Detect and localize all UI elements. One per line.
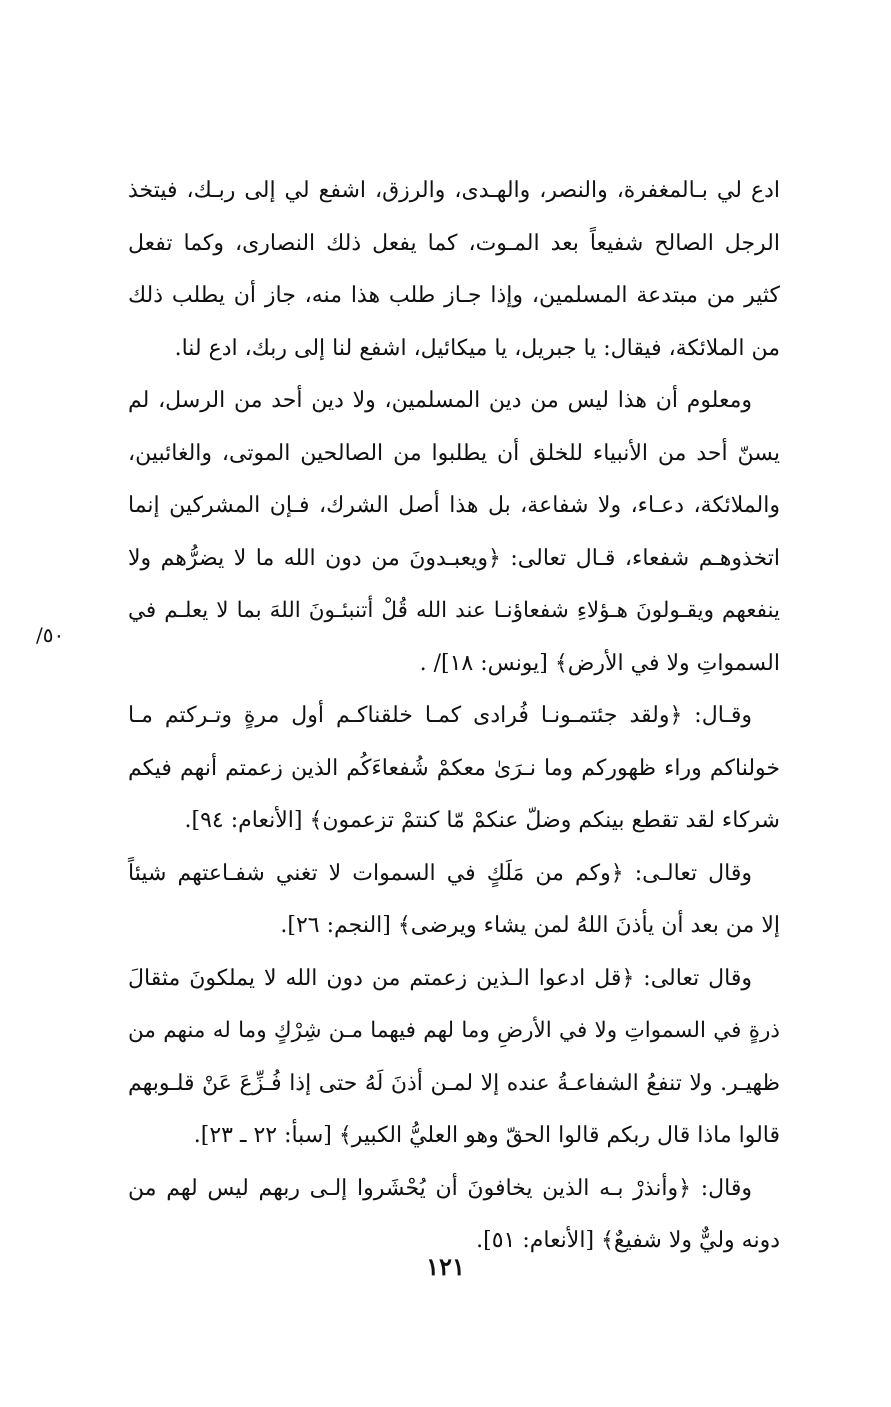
text-line: السمواتِ ولا في الأرض﴾ [يونس: ١٨]/ . xyxy=(419,650,780,676)
text-line: اتخذوهـم شفعاء، قـال تعالى: ﴿ويعبـدونَ من دون الله ما لا يضرُّهم ولا xyxy=(128,545,780,571)
text-line: والملائكة، دعـاء، ولا شفاعة، بل هذا أصل الشرك، فـإن المشركين إنما xyxy=(128,493,780,518)
text-line: ينفعهم ويقـولونَ هـؤلاءِ شفعاؤنـا عند الله قُلْ أتنبئـونَ اللهَ بما لا يعلـم في xyxy=(128,598,780,623)
text-line: ظهيـر. ولا تنفعُ الشفاعـةُ عنده إلا لمـن أذنَ لَهُ حتى إذا فُـزِّعَ عَنْ قلـوبهم xyxy=(128,1070,780,1096)
text-line: دونه وليٌّ ولا شفيعٌ﴾ [الأنعام: ٥١]. xyxy=(476,1228,780,1253)
text-line: قالوا ماذا قال ربكم قالوا الحقّ وهو العليُّ الكبير﴾ [سبأ: ٢٢ ـ ٢٣]. xyxy=(193,1123,780,1148)
text-line: وقـال: ﴿ولقد جئتمـونـا فُرادى كمـا خلقناكـم أول مرةٍ وتـركتم مـا xyxy=(128,703,752,728)
body-text xyxy=(128,165,780,1268)
text-line: يسنّ أحد من الأنبياء للخلق أن يطلبوا من الصالحين الموتى، والغائبين، xyxy=(128,440,780,466)
text-line: من الملائكة، فيقال: يا جبريل، يا ميكائيل، اشفع لنا إلى ربك، ادع لنا. xyxy=(174,335,780,361)
margin-folio-note: ٥٠/ xyxy=(36,623,65,647)
text-line: الرجل الصالح شفيعاً بعد المـوت، كما يفعل ذلك النصارى، وكما تفعل xyxy=(128,230,780,256)
text-line: إلا من بعد أن يأذنَ اللهُ لمن يشاء ويرضى﴾ [النجم: ٢٦]. xyxy=(280,913,780,938)
text-line: وقال تعالـى: ﴿وكم من مَلَكٍ في السموات لا تغني شفـاعتهم شيئاً xyxy=(128,860,752,886)
page-number: ١٢١ xyxy=(426,1252,465,1281)
text-line: شركاء لقد تقطع بينكم وضلّ عنكمْ مّا كنتمْ تزعمون﴾ [الأنعام: ٩٤]. xyxy=(184,808,780,833)
text-line: وقال: ﴿وأنذرْ بـه الذين يخافونَ أن يُحْشَروا إلـى ربهم ليس لهم من xyxy=(128,1175,752,1201)
text-line: ذرةٍ في السمواتِ ولا في الأرضِ وما لهم فيهما مـن شِرْكٍ وما له منهم من xyxy=(128,1018,780,1043)
text-line: خولناكم وراء ظهوركم وما نـرَىٰ معكمْ شُفعاءَكُم الذين زعمتم أنهم فيكم xyxy=(128,755,780,781)
text-line: كثير من مبتدعة المسلمين، وإذا جـاز طلب هذا منه، جاز أن يطلب ذلك xyxy=(128,283,780,308)
text-line: ومعلوم أن هذا ليس من دين المسلمين، ولا دين أحد من الرسل، لم xyxy=(128,388,752,413)
text-line: ادع لي بـالمغفرة، والنصر، والهـدى، والرزق، اشفع لي إلى ربـك، فيتخذ xyxy=(128,178,780,203)
text-line: وقال تعالى: ﴿قل ادعوا الـذين زعمتم من دون الله لا يملكونَ مثقالَ xyxy=(128,965,752,991)
